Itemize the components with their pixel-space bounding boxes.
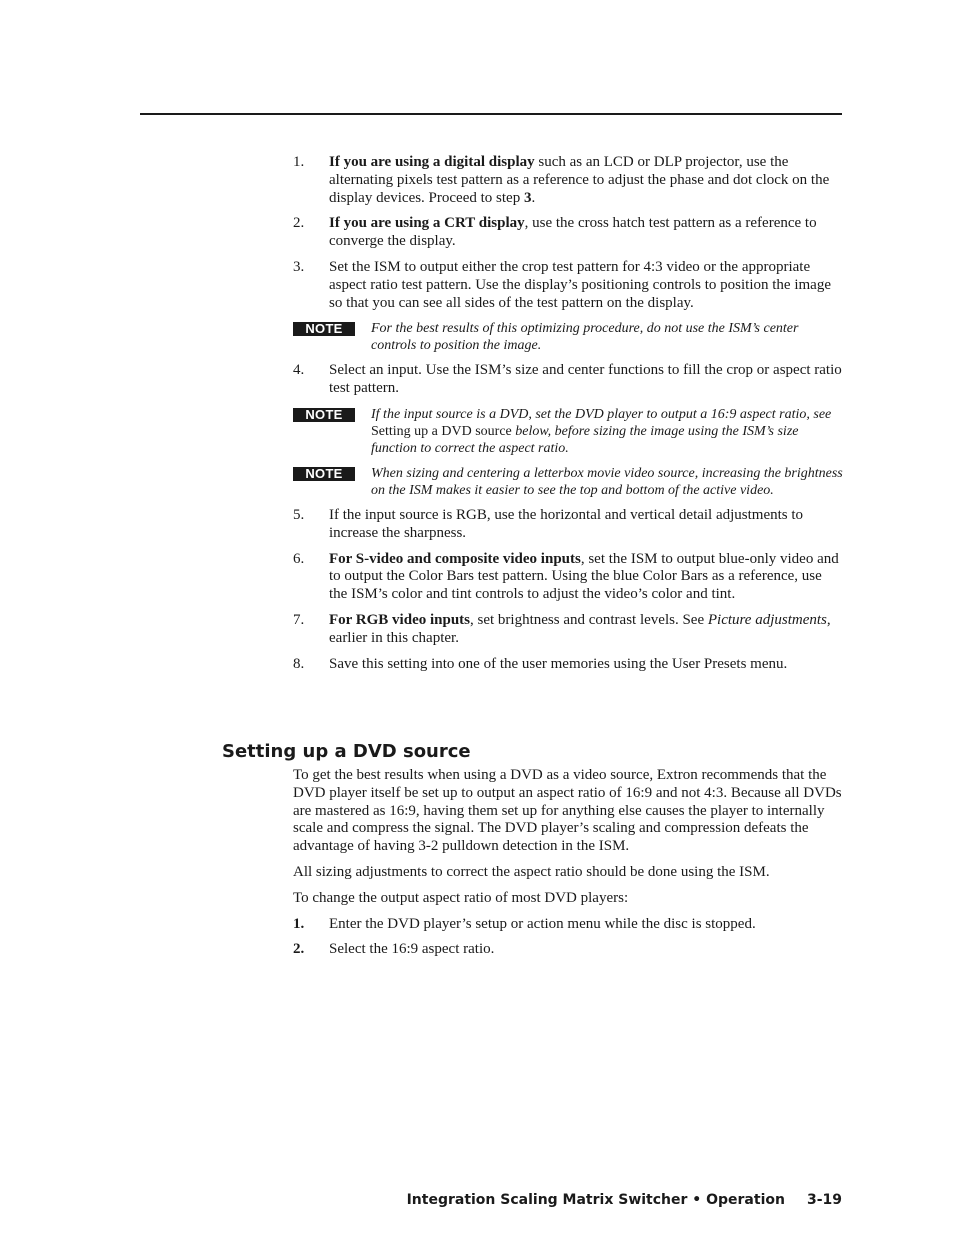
step-text: Select an input. Use the ISM’s size and center functions to fill the crop or aspect ratio test pattern. (329, 362, 842, 397)
note-2: NOTE If the input source is a DVD, set the DVD player to output a 16:9 aspect ratio, see Setting up a DVD source below, before sizing the image using the ISM’s size function to correct the aspect ratio. (293, 406, 843, 457)
step-number: 5 (293, 506, 301, 523)
dvd-step-2 (293, 941, 843, 959)
note-badge: NOTE (293, 467, 355, 481)
step-6: 6. For S-video and composite video inputs, set the ISM to output blue-only video and to output the Color Bars test pattern. Using the blue Color Bars as a reference, use the ISM’s color and tint controls to adjust the video’s color and tint. (293, 550, 839, 603)
dvd-section (293, 767, 843, 967)
procedure-steps (293, 154, 843, 681)
paragraph: All sizing adjustments to correct the aspect ratio should be done using the ISM. (293, 863, 770, 880)
paragraph: To change the output aspect ratio of most DVD players: (293, 889, 629, 906)
note-badge: NOTE (293, 408, 355, 422)
step-3: 3. Set the ISM to output either the crop test pattern for 4:3 video or the appropriate aspect ratio test pattern. Use the display’s positioning controls to position the image so that you can see all sides of the test pattern on the display. (293, 258, 831, 311)
step-text: If the input source is RGB, use the horizontal and vertical detail adjustments to increase the sharpness. (329, 506, 804, 541)
step-number: 4 (293, 362, 301, 379)
header-rule (140, 113, 842, 115)
step-number: 1. (293, 915, 305, 932)
cross-reference[interactable]: Picture adjustments (707, 611, 827, 628)
note-1 (293, 320, 843, 354)
dvd-step-1 (293, 916, 843, 934)
step-number: 2 (293, 215, 301, 232)
page-footer (407, 1191, 842, 1209)
step-text: , use the cross hatch test pattern as a reference to converge the display. (329, 215, 817, 250)
step-text: Set the ISM to output either the crop test pattern for 4:3 video or the appropriate aspect ratio test pattern. Use the display’s positioning controls to position the image so that you can see all sides of the test pattern on the display. (329, 258, 831, 311)
section-heading: Setting up a DVD source (222, 741, 471, 762)
paragraph: To get the best results when using a DVD as a video source, Extron recommends that the DVD player itself be set up to output an aspect ratio of 16:9 and not 4:3. Because all DVDs are mastered as 16:9, having them set up for anything else causes the player to internally scale and compress the signal. The DVD player’s scaling and compression defeats the advantage of having 3-2 pulldown detection in the ISM. (293, 767, 842, 855)
step-number: 8 (293, 655, 301, 672)
step-number: 3 (293, 258, 301, 275)
section-reference[interactable]: Setting up a DVD source (371, 423, 512, 439)
step-2: 2. If you are using a CRT display, use the cross hatch test pattern as a reference to converge the display. (293, 215, 817, 250)
step-text: such as an LCD or DLP projector, use the alternating pixels test pattern as a reference to adjust the phase and dot clock on the display devices. Proceed to step (329, 154, 830, 206)
step-7: 7. For RGB video inputs, set brightness and contrast levels. See Picture adjustments, earlier in this chapter. (293, 611, 831, 646)
note-text: If the input source is a DVD, set the DVD player to output a 16:9 aspect ratio, see (371, 406, 832, 422)
step-lead: If you are using a CRT display (329, 215, 525, 232)
step-lead: For S-video and composite video inputs (329, 550, 581, 567)
note-text: When sizing and centering a letterbox movie video source, increasing the brightness on the ISM makes it easier to see the top and bottom of the active video. (371, 465, 843, 498)
step-text: Enter the DVD player’s setup or action menu while the disc is stopped. (329, 915, 756, 932)
step-number: 7 (293, 611, 301, 628)
step-8: 8. Save this setting into one of the user memories using the User Presets menu. (293, 655, 788, 672)
step-text: , set the ISM to output blue-only video and to output the Color Bars test pattern. Using the blue Color Bars as a reference, use the ISM’s color and tint controls to adjust the video’s color and tint. (329, 550, 839, 603)
step-number: 1 (293, 154, 301, 170)
step-ref: 3 (523, 189, 532, 206)
step-lead: If you are using a digital display (329, 154, 535, 170)
step-text: , set brightness and contrast levels. See (470, 611, 708, 628)
step-number: 6 (293, 550, 301, 567)
footer-title: Integration Scaling Matrix Switcher • Operation (406, 1192, 785, 1208)
step-text: Select the 16:9 aspect ratio. (329, 941, 495, 958)
step-number: 2. (293, 941, 305, 958)
page-number: 3-19 (806, 1192, 842, 1208)
step-1: 1. If you are using a digital display such as an LCD or DLP projector, use the alternating pixels test pattern as a reference to adjust the phase and dot clock on the display devices. Proceed to step 3. (293, 154, 830, 206)
note-text: For the best results of this optimizing procedure, do not use the ISM’s center controls to position the image. (371, 321, 799, 354)
step-4: 4. Select an input. Use the ISM’s size and center functions to fill the crop or aspect ratio test pattern. (293, 362, 842, 397)
note-badge: NOTE (293, 322, 355, 336)
step-5: 5. If the input source is RGB, use the horizontal and vertical detail adjustments to increase the sharpness. (293, 506, 804, 541)
note-3 (293, 465, 843, 499)
step-text: Save this setting into one of the user memories using the User Presets menu. (329, 655, 788, 672)
step-lead: For RGB video inputs (329, 611, 470, 628)
